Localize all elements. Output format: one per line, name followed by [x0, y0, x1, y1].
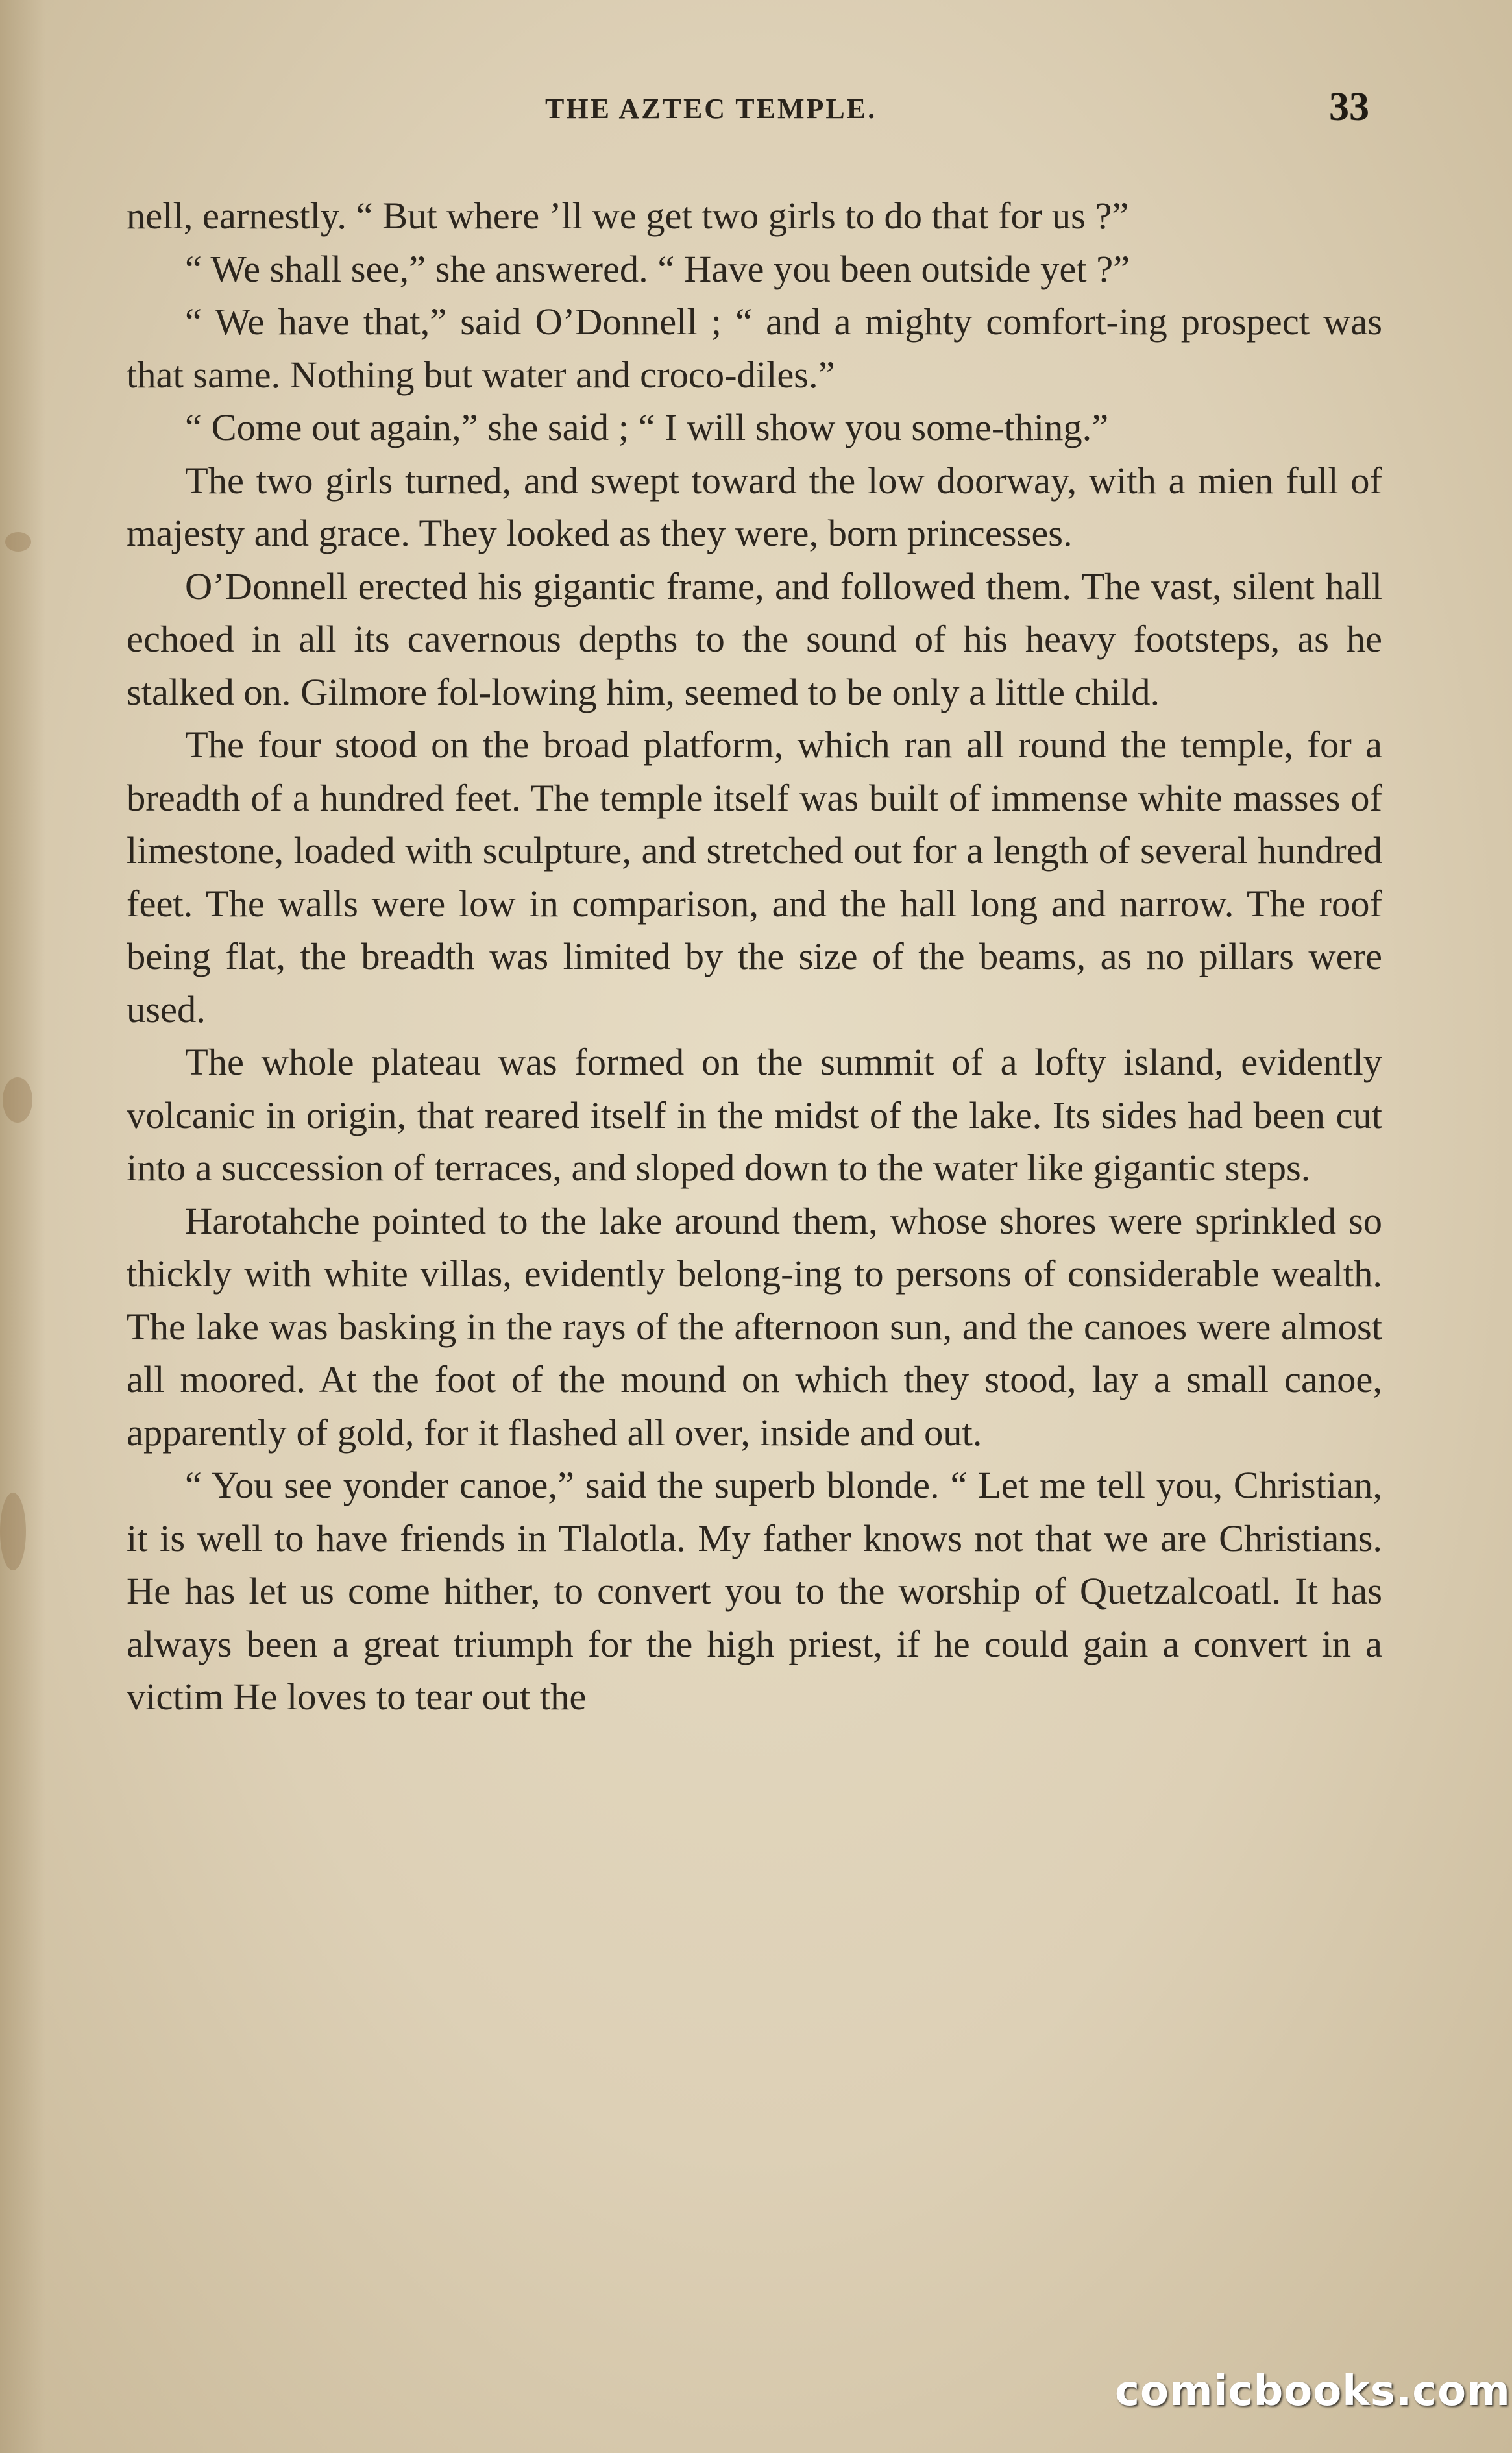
watermark: comicbooks.com	[1115, 2367, 1511, 2415]
paragraph: “ You see yonder canoe,” said the superb blonde. “ Let me tell you, Christian, it is well to have friends in Tlalotla. My father knows not that we are Christians. He has let us come hither, to convert you to the worship of Quetzalcoatl. It has always been a great triumph for the high priest, if he could gain a convert in a victim He loves to tear out the	[127, 1464, 1382, 1718]
paper-stain	[3, 1077, 32, 1123]
paragraph: “ We shall see,” she answered. “ Have you been outside yet ?”	[185, 247, 1130, 290]
paragraph: “ Come out again,” she said ; “ I will show you some-thing.”	[185, 406, 1109, 448]
body-text	[127, 189, 1382, 1724]
paper-stain	[0, 1493, 26, 1570]
paragraph: The two girls turned, and swept toward the low doorway, with a mien full of majesty and grace. They looked as they were, born princesses.	[127, 459, 1382, 554]
page-number: 33	[1329, 85, 1369, 129]
paragraph: Harotahche pointed to the lake around them, whose shores were sprinkled so thickly with white villas, evidently belong-ing to persons of considerable wealth. The lake was basking in the rays of the afternoon sun, and the canoes were almost all moored. At the foot of the mound on which they stood, lay a small canoe, apparently of gold, for it flashed all over, inside and out.	[127, 1199, 1382, 1454]
paragraph: The whole plateau was formed on the summit of a lofty island, evidently volcanic in origin, that reared itself in the midst of the lake. Its sides had been cut into a succession of terraces, and sloped down to the water like gigantic steps.	[127, 1041, 1382, 1189]
paragraph: O’Donnell erected his gigantic frame, and followed them. The vast, silent hall echoed in all its cavernous depths to the sound of his heavy footsteps, as he stalked on. Gilmore fol-lowing him, seemed to be only a little child.	[127, 565, 1382, 713]
paragraph: The four stood on the broad platform, which ran all round the temple, for a breadth of a hundred feet. The temple itself was built of immense white masses of limestone, loaded with sculpture, and stretched out for a length of several hundred feet. The walls were low in comparison, and the hall long and narrow. The roof being flat, the breadth was limited by the size of the beams, as no pillars were used.	[127, 724, 1382, 1031]
paper-stain	[5, 532, 31, 552]
paragraph: “ We have that,” said O’Donnell ; “ and a mighty comfort-ing prospect was that same. Nothing but water and croco-diles.”	[127, 300, 1382, 396]
page-left-edge	[0, 0, 45, 2453]
running-title: THE AZTEC TEMPLE.	[545, 93, 877, 125]
page-header	[0, 0, 1512, 156]
paragraph: nell, earnestly. “ But where ’ll we get two girls to do that for us ?”	[127, 195, 1129, 237]
